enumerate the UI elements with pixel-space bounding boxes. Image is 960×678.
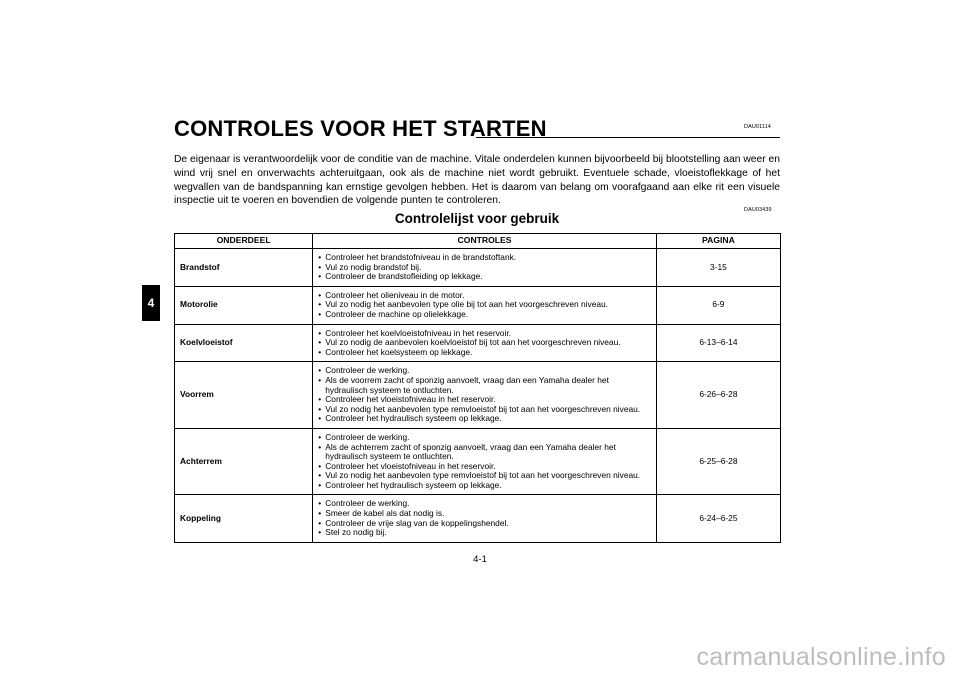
watermark: carmanualsonline.info <box>696 643 946 671</box>
check-item: • Vul zo nodig de aanbevolen koelvloeistof bij tot aan het voorgeschreven niveau. <box>318 338 650 348</box>
row-part: Voorrem <box>175 362 313 429</box>
check-list <box>318 433 650 491</box>
check-item: • Controleer de werking. <box>318 433 650 443</box>
table-row <box>175 428 781 495</box>
check-item: • Als de voorrem zacht of sponzig aanvoelt, vraag dan een Yamaha dealer het hydraulisch systeem te ontluchten. <box>318 376 650 395</box>
row-page: 6-26–6-28 <box>656 362 780 429</box>
row-checks <box>313 362 657 429</box>
check-item: • Controleer de werking. <box>318 499 650 509</box>
table-row <box>175 495 781 542</box>
check-item: • Stel zo nodig bij. <box>318 528 650 538</box>
row-part: Koppeling <box>175 495 313 542</box>
table-row <box>175 362 781 429</box>
page-number: 4-1 <box>473 554 487 565</box>
check-item: • Controleer het hydraulisch systeem op lekkage. <box>318 481 650 491</box>
row-page: 6-25–6-28 <box>656 428 780 495</box>
row-part: Brandstof <box>175 249 313 287</box>
checklist-body <box>175 249 781 543</box>
check-item: • Vul zo nodig het aanbevolen type olie bij tot aan het voorgeschreven niveau. <box>318 300 650 310</box>
row-part: Koelvloeistof <box>175 324 313 362</box>
checklist-table <box>174 233 781 543</box>
row-part: Achterrem <box>175 428 313 495</box>
chapter-tab: 4 <box>142 285 160 321</box>
column-header-checks: CONTROLES <box>313 234 657 249</box>
check-item: • Controleer de brandstofleiding op lekkage. <box>318 272 650 282</box>
column-header-part: ONDERDEEL <box>175 234 313 249</box>
check-item: • Controleer de vrije slag van de koppelingshendel. <box>318 519 650 529</box>
check-item: • Controleer het brandstofniveau in de brandstoftank. <box>318 253 650 263</box>
table-row <box>175 324 781 362</box>
checklist-title: Controlelijst voor gebruik <box>394 211 560 226</box>
check-item: • Smeer de kabel als dat nodig is. <box>318 509 650 519</box>
row-page: 6-9 <box>656 286 780 324</box>
check-item: • Controleer het hydraulisch systeem op lekkage. <box>318 414 650 424</box>
row-checks <box>313 495 657 542</box>
row-checks <box>313 286 657 324</box>
check-item: • Controleer het olieniveau in de motor. <box>318 291 650 301</box>
check-list <box>318 253 650 282</box>
section-code: DAU01114 <box>744 124 771 130</box>
row-checks <box>313 249 657 287</box>
check-list <box>318 366 650 424</box>
check-item: • Vul zo nodig het aanbevolen type remvloeistof bij tot aan het voorgeschreven niveau. <box>318 471 650 481</box>
row-checks <box>313 428 657 495</box>
row-page: 3-15 <box>656 249 780 287</box>
checklist-code: DAU03439 <box>744 207 772 213</box>
check-item: • Controleer het vloeistofniveau in het reservoir. <box>318 395 650 405</box>
row-page: 6-13–6-14 <box>656 324 780 362</box>
check-item: • Controleer het vloeistofniveau in het reservoir. <box>318 462 650 472</box>
check-list <box>318 291 650 320</box>
check-item: • Vul zo nodig brandstof bij. <box>318 263 650 273</box>
check-item: • Controleer het koelsysteem op lekkage. <box>318 348 650 358</box>
check-item: • Controleer de machine op olielekkage. <box>318 310 650 320</box>
check-item: • Vul zo nodig het aanbevolen type remvloeistof bij tot aan het voorgeschreven niveau. <box>318 405 650 415</box>
check-item: • Als de achterrem zacht of sponzig aanvoelt, vraag dan een Yamaha dealer het hydraulisch systeem te ontluchten. <box>318 443 650 462</box>
table-header-row <box>175 234 781 249</box>
check-item: • Controleer het koelvloeistofniveau in het reservoir. <box>318 329 650 339</box>
intro-paragraph: De eigenaar is verantwoordelijk voor de conditie van de machine. Vitale onderdelen kunnen bijvoorbeeld bij blootstelling aan weer en wind vrij snel en onverwachts achteruitgaan, ook als de machine niet wordt gebruikt. Eventuele schade, vloeistoflekkage of het wegvallen van de bandspanning kan ernstige gevolgen hebben. Het is daarom van belang om voorafgaand aan elke rit een visuele inspectie uit te voeren en bovendien de volgende punten te controleren. <box>174 154 780 207</box>
row-checks <box>313 324 657 362</box>
column-header-page: PAGINA <box>656 234 780 249</box>
table-row <box>175 286 781 324</box>
table-row <box>175 249 781 287</box>
check-list <box>318 329 650 358</box>
check-list <box>318 499 650 537</box>
title-rule <box>476 137 780 138</box>
check-item: • Controleer de werking. <box>318 366 650 376</box>
page-title: CONTROLES VOOR HET STARTEN <box>174 116 547 141</box>
row-page: 6-24–6-25 <box>656 495 780 542</box>
row-part: Motorolie <box>175 286 313 324</box>
